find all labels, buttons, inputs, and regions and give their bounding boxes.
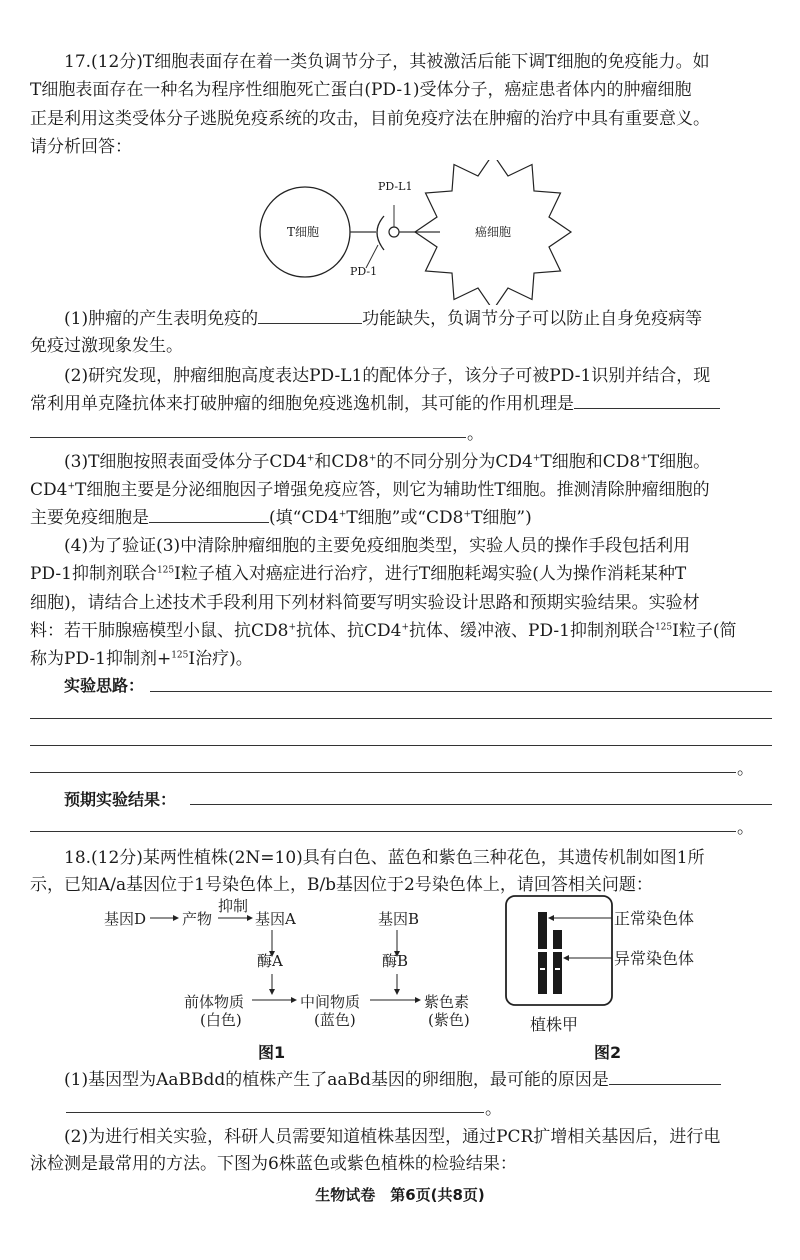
q17-part4-cont xyxy=(30,563,772,585)
sup: 125 xyxy=(156,565,175,576)
precursor-label: 前体物质 xyxy=(184,993,245,1011)
text: I粒子植入对癌症进行治疗，进行T细胞耗竭实验(人为操作消耗某种T xyxy=(174,564,687,584)
figure1-caption: 图1 xyxy=(258,1043,286,1062)
q18-part2-cont: 泳检测是最常用的方法。下图为6株蓝色或紫色植株的检验结果： xyxy=(30,1154,517,1174)
sup: + xyxy=(67,481,75,492)
q17-part4: (4)为了验证(3)中清除肿瘤细胞的主要免疫细胞类型，实验人员的操作手段包括利用 xyxy=(64,536,691,556)
text: I粒子(简 xyxy=(672,621,737,641)
answer-line[interactable] xyxy=(150,691,772,692)
period: 。 xyxy=(737,759,754,779)
inhibit-label: 抑制 xyxy=(218,897,249,915)
q17-intro-line: T细胞表面存在一种名为程序性细胞死亡蛋白(PD-1)受体分子，癌症患者体内的肿瘤细胞 xyxy=(30,80,692,100)
q18-intro-line: 示，已知A/a基因位于1号染色体上，B/b基因位于2号染色体上，请回答相关问题： xyxy=(30,875,653,895)
q17-part1 xyxy=(64,307,772,330)
period: 。 xyxy=(485,1099,502,1119)
result-label: 预期实验结果： xyxy=(64,790,177,809)
sup: + xyxy=(368,453,377,464)
answer-line[interactable] xyxy=(30,831,736,832)
q18-part2: (2)为进行相关实验，科研人员需要知道植株基因型，通过PCR扩增相关基因后，进行电 xyxy=(64,1127,721,1147)
purple-pigment-label: 紫色素 xyxy=(424,993,470,1011)
precursor-color: (白色) xyxy=(200,1011,242,1029)
q17-part3 xyxy=(64,451,772,473)
gene-b-label: 基因B xyxy=(378,910,420,928)
cancer-cell-label: 癌细胞 xyxy=(475,225,512,239)
q17-part4-cont: 细胞)，请结合上述技术手段利用下列材料简要写明实验设计思路和预期实验结果。实验材 xyxy=(30,593,700,613)
text: (3)T细胞按照表面受体分子CD4 xyxy=(64,452,307,472)
answer-line[interactable] xyxy=(30,437,466,438)
q17-part4-cont xyxy=(30,648,772,670)
answer-blank[interactable] xyxy=(609,1068,721,1085)
sup: + xyxy=(338,509,347,520)
answer-line[interactable] xyxy=(30,745,772,746)
answer-line[interactable] xyxy=(30,718,772,719)
text: (1)基因型为AaBBdd的植株产生了aaBd基因的卵细胞，最可能的原因是 xyxy=(64,1070,609,1090)
text: 常利用单克隆抗体来打破肿瘤的细胞免疫逃逸机制，其可能的作用机理是 xyxy=(30,394,574,414)
answer-line[interactable] xyxy=(30,772,736,773)
text: I治疗)。 xyxy=(188,649,253,669)
abnormal-chromosome-label: 异常染色体 xyxy=(614,949,695,968)
q17-part3-cont xyxy=(30,479,772,501)
sup: + xyxy=(532,453,541,464)
idea-label: 实验思路： xyxy=(64,676,145,695)
figure2-caption: 图2 xyxy=(594,1043,622,1062)
product-label: 产物 xyxy=(182,910,213,928)
text: CD4 xyxy=(30,480,68,500)
enzyme-b-label: 酶B xyxy=(382,952,409,970)
text: T细胞”) xyxy=(471,508,532,528)
text: 和CD8 xyxy=(314,452,369,472)
q17-part1-cont: 免疫过激现象发生。 xyxy=(30,336,183,356)
sup: + xyxy=(640,453,648,464)
answer-line[interactable] xyxy=(190,804,772,805)
text: 称为PD-1抑制剂+ xyxy=(30,649,172,669)
q17-intro-line: 请分析回答： xyxy=(30,137,132,157)
normal-chromosome-label: 正常染色体 xyxy=(614,909,695,928)
text: T细胞和CD8 xyxy=(540,452,641,472)
answer-blank[interactable] xyxy=(258,307,362,324)
text: T细胞。 xyxy=(647,452,711,472)
period: 。 xyxy=(467,424,484,444)
pd1-label: PD-1 xyxy=(350,265,378,278)
sup: + xyxy=(401,622,409,633)
abnormal-chromosome xyxy=(553,930,562,994)
plant-label: 植株甲 xyxy=(530,1015,579,1034)
t-cell-label: T细胞 xyxy=(287,225,320,239)
text: 主要免疫细胞是 xyxy=(30,508,149,528)
text: 功能缺失，负调节分子可以防止自身免疫病等 xyxy=(362,309,703,329)
purple-color: (紫色) xyxy=(428,1011,470,1029)
pdl1-ligand-shape xyxy=(389,227,399,237)
pdl1-label: PD-L1 xyxy=(378,180,413,193)
text: (1)肿瘤的产生表明免疫的 xyxy=(64,309,259,329)
answer-line[interactable] xyxy=(66,1112,484,1113)
intermediate-label: 中间物质 xyxy=(300,993,361,1011)
q17-part3-cont xyxy=(30,506,772,529)
q17-part2-cont xyxy=(30,392,772,415)
gene-a-label: 基因A xyxy=(255,910,296,928)
intermediate-color: (蓝色) xyxy=(314,1011,356,1029)
answer-blank[interactable] xyxy=(574,392,720,409)
text: T细胞”或“CD8 xyxy=(346,508,464,528)
text: 的不同分别分为CD4 xyxy=(376,452,533,472)
answer-blank[interactable] xyxy=(149,506,269,523)
period: 。 xyxy=(737,818,754,838)
text: (填“CD4 xyxy=(269,508,339,528)
q18-intro-line: 18.(12分)某两性植株(2N=10)具有白色、蓝色和紫色三种花色，其遗传机制如图1所 xyxy=(64,848,705,868)
text: T细胞主要是分泌细胞因子增强免疫应答，则它为辅助性T细胞。推测清除肿瘤细胞的 xyxy=(75,480,710,500)
q17-part4-cont xyxy=(30,620,772,642)
text: PD-1抑制剂联合 xyxy=(30,564,157,584)
sup: + xyxy=(306,453,315,464)
normal-chromosome xyxy=(538,912,547,994)
q17-intro-line: 17.(12分)T细胞表面存在着一类负调节分子，其被激活后能下调T细胞的免疫能力。如 xyxy=(64,52,710,72)
gene-d-label: 基因D xyxy=(104,910,147,928)
q18-part1 xyxy=(64,1068,772,1091)
sup: 125 xyxy=(171,650,189,661)
pd1-receptor-shape xyxy=(377,216,384,250)
text: 抗体、抗CD4 xyxy=(296,621,402,641)
sup: + xyxy=(463,509,472,520)
text: 抗体、缓冲液、PD-1抑制剂联合 xyxy=(409,621,655,641)
page-footer: 生物试卷 第6页(共8页) xyxy=(315,1186,485,1204)
q17-part2: (2)研究发现，肿瘤细胞高度表达PD-L1的配体分子，该分子可被PD-1识别并结合，现 xyxy=(64,366,711,386)
enzyme-a-label: 酶A xyxy=(257,952,283,970)
q17-intro-line: 正是利用这类受体分子逃脱免疫系统的攻击，目前免疫疗法在肿瘤的治疗中具有重要意义。 xyxy=(30,109,710,129)
text: 料：若干肺腺癌模型小鼠、抗CD8 xyxy=(30,621,289,641)
sup: + xyxy=(288,622,296,633)
sup: 125 xyxy=(654,622,673,633)
